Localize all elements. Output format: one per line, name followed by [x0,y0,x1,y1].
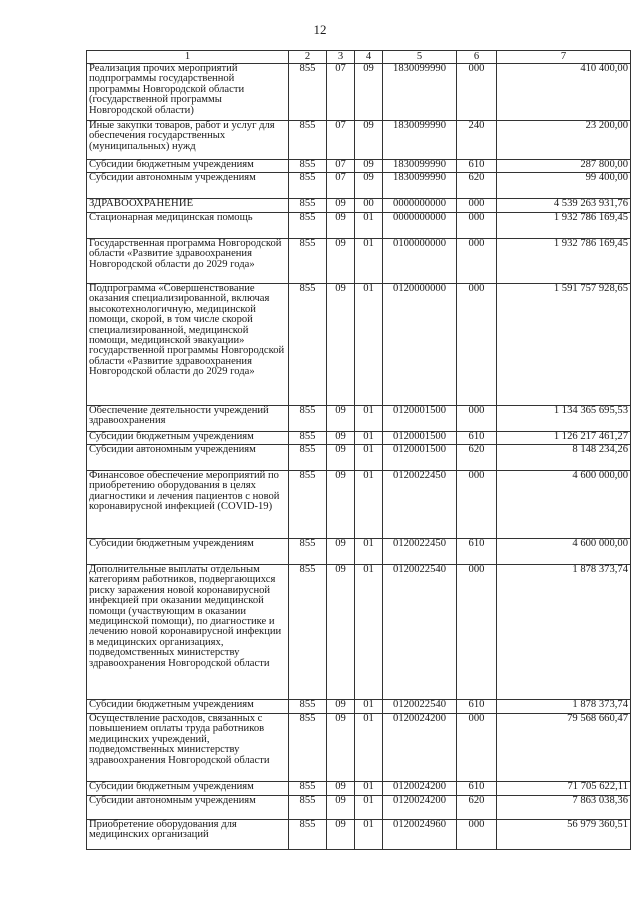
target-article-cell: 0000000000 [383,199,457,213]
column-number-3: 3 [327,51,355,64]
row-name-cell: Реализация прочих мероприятий подпрограммы государственной программы Новгородской области (государственной программы Новгородской области) [87,64,289,121]
target-article-cell: 0120000000 [383,284,457,406]
table-row [87,432,631,445]
target-article-cell: 0120001500 [383,432,457,445]
column-number-1: 1 [87,51,289,64]
expense-type-cell: 610 [457,539,497,565]
ministry-code-cell: 855 [289,121,327,160]
expense-type-cell: 620 [457,445,497,471]
ministry-code-cell: 855 [289,714,327,782]
expense-type-cell: 000 [457,714,497,782]
table-row [87,539,631,565]
table-row [87,820,631,850]
amount-cell: 4 539 263 931,76 [497,199,631,213]
amount-cell: 410 400,00 [497,64,631,121]
section-code-cell: 07 [327,64,355,121]
subsection-code-cell: 01 [355,782,383,796]
subsection-code-cell: 01 [355,445,383,471]
column-number-7: 7 [497,51,631,64]
section-code-cell: 09 [327,284,355,406]
subsection-code-cell: 01 [355,471,383,539]
subsection-code-cell: 01 [355,714,383,782]
section-code-cell: 07 [327,160,355,173]
subsection-code-cell: 01 [355,213,383,239]
ministry-code-cell: 855 [289,213,327,239]
section-code-cell: 09 [327,445,355,471]
table-row [87,173,631,199]
target-article-cell: 0120022450 [383,471,457,539]
ministry-code-cell: 855 [289,796,327,820]
row-name-cell: Подпрограмма «Совершенствование оказания специализированной, включая высокотехнологичную, медицинской помощи, скорой, в том числе скорой специализированной, медицинской помощи, медицинской эвакуации» государственной программы Новгородской области «Развитие здравоохранения Новгородской области до 2029 года» [87,284,289,406]
expense-type-cell: 000 [457,471,497,539]
ministry-code-cell: 855 [289,199,327,213]
amount-cell: 8 148 234,26 [497,445,631,471]
section-code-cell: 09 [327,199,355,213]
column-number-4: 4 [355,51,383,64]
target-article-cell: 0120022540 [383,700,457,714]
target-article-cell: 1830099990 [383,121,457,160]
amount-cell: 23 200,00 [497,121,631,160]
table-row [87,796,631,820]
amount-cell: 1 134 365 695,53 [497,406,631,432]
expense-type-cell: 240 [457,121,497,160]
amount-cell: 4 600 000,00 [497,539,631,565]
subsection-code-cell: 09 [355,173,383,199]
subsection-code-cell: 00 [355,199,383,213]
ministry-code-cell: 855 [289,406,327,432]
table-row [87,700,631,714]
ministry-code-cell: 855 [289,539,327,565]
subsection-code-cell: 01 [355,539,383,565]
expense-type-cell: 000 [457,565,497,700]
table-row [87,782,631,796]
target-article-cell: 0120022540 [383,565,457,700]
row-name-cell: Иные закупки товаров, работ и услуг для обеспечения государственных (муниципальных) нужд [87,121,289,160]
ministry-code-cell: 855 [289,284,327,406]
table-row [87,714,631,782]
table-row [87,160,631,173]
section-code-cell: 07 [327,121,355,160]
expense-type-cell: 000 [457,199,497,213]
ministry-code-cell: 855 [289,820,327,850]
subsection-code-cell: 01 [355,432,383,445]
section-code-cell: 09 [327,471,355,539]
table-row [87,445,631,471]
row-name-cell: Финансовое обеспечение мероприятий по приобретению оборудования в целях диагностики и лечения пациентов с новой коронавирусной инфекцией (COVID-19) [87,471,289,539]
expense-type-cell: 000 [457,406,497,432]
subsection-code-cell: 01 [355,700,383,714]
column-number-row [87,51,631,64]
amount-cell: 79 568 660,47 [497,714,631,782]
table-row [87,199,631,213]
row-name-cell: Субсидии бюджетным учреждениям [87,782,289,796]
row-name-cell: Субсидии бюджетным учреждениям [87,432,289,445]
table-row [87,213,631,239]
expense-type-cell: 620 [457,173,497,199]
subsection-code-cell: 01 [355,820,383,850]
ministry-code-cell: 855 [289,432,327,445]
row-name-cell: Субсидии автономным учреждениям [87,173,289,199]
row-name-cell: Приобретение оборудования для медицинских организаций [87,820,289,850]
expense-type-cell: 610 [457,160,497,173]
table-row [87,239,631,284]
expense-type-cell: 610 [457,782,497,796]
row-name-cell: Государственная программа Новгородской области «Развитие здравоохранения Новгородской области до 2029 года» [87,239,289,284]
budget-table [86,50,631,850]
target-article-cell: 0000000000 [383,213,457,239]
amount-cell: 1 932 786 169,45 [497,213,631,239]
row-name-cell: Дополнительные выплаты отдельным категориям работников, подвергающихся риску заражения новой коронавирусной инфекцией при оказании медицинской помощи (участвующим в оказании медицинской помощи), по диагностике и лечению новой коронавирусной инфекции в медицинских организациях, подведомственных министерству здравоохранения Новгородской области [87,565,289,700]
table-body [87,64,631,850]
target-article-cell: 0100000000 [383,239,457,284]
ministry-code-cell: 855 [289,565,327,700]
target-article-cell: 0120024960 [383,820,457,850]
section-code-cell: 09 [327,565,355,700]
amount-cell: 71 705 622,11 [497,782,631,796]
row-name-cell: Субсидии бюджетным учреждениям [87,539,289,565]
ministry-code-cell: 855 [289,173,327,199]
subsection-code-cell: 01 [355,565,383,700]
expense-type-cell: 000 [457,239,497,284]
subsection-code-cell: 09 [355,160,383,173]
table-row [87,121,631,160]
table-row [87,64,631,121]
row-name-cell: Стационарная медицинская помощь [87,213,289,239]
row-name-cell: ЗДРАВООХРАНЕНИЕ [87,199,289,213]
table-row [87,471,631,539]
target-article-cell: 0120022450 [383,539,457,565]
ministry-code-cell: 855 [289,445,327,471]
expense-type-cell: 000 [457,284,497,406]
ministry-code-cell: 855 [289,64,327,121]
ministry-code-cell: 855 [289,471,327,539]
section-code-cell: 07 [327,173,355,199]
ministry-code-cell: 855 [289,700,327,714]
row-name-cell: Обеспечение деятельности учреждений здравоохранения [87,406,289,432]
row-name-cell: Субсидии автономным учреждениям [87,445,289,471]
table-row [87,406,631,432]
ministry-code-cell: 855 [289,160,327,173]
table-row [87,284,631,406]
section-code-cell: 09 [327,782,355,796]
amount-cell: 1 878 373,74 [497,700,631,714]
page-number: 12 [313,22,327,37]
amount-cell: 7 863 038,36 [497,796,631,820]
amount-cell: 1 932 786 169,45 [497,239,631,284]
target-article-cell: 0120001500 [383,406,457,432]
subsection-code-cell: 01 [355,284,383,406]
target-article-cell: 1830099990 [383,173,457,199]
target-article-cell: 0120024200 [383,796,457,820]
amount-cell: 4 600 000,00 [497,471,631,539]
row-name-cell: Субсидии бюджетным учреждениям [87,700,289,714]
expense-type-cell: 000 [457,64,497,121]
target-article-cell: 1830099990 [383,160,457,173]
expense-type-cell: 000 [457,213,497,239]
amount-cell: 287 800,00 [497,160,631,173]
section-code-cell: 09 [327,539,355,565]
expense-type-cell: 610 [457,700,497,714]
row-name-cell: Субсидии бюджетным учреждениям [87,160,289,173]
amount-cell: 99 400,00 [497,173,631,199]
subsection-code-cell: 01 [355,239,383,284]
subsection-code-cell: 09 [355,121,383,160]
expense-type-cell: 000 [457,820,497,850]
amount-cell: 1 126 217 461,27 [497,432,631,445]
subsection-code-cell: 01 [355,796,383,820]
expense-type-cell: 620 [457,796,497,820]
amount-cell: 1 591 757 928,65 [497,284,631,406]
section-code-cell: 09 [327,700,355,714]
subsection-code-cell: 01 [355,406,383,432]
section-code-cell: 09 [327,796,355,820]
row-name-cell: Осуществление расходов, связанных с повышением оплаты труда работников медицинских учреждений, подведомственных министерству здравоохранения Новгородской области [87,714,289,782]
section-code-cell: 09 [327,820,355,850]
target-article-cell: 1830099990 [383,64,457,121]
ministry-code-cell: 855 [289,239,327,284]
target-article-cell: 0120024200 [383,782,457,796]
section-code-cell: 09 [327,432,355,445]
section-code-cell: 09 [327,239,355,284]
table-row [87,565,631,700]
ministry-code-cell: 855 [289,782,327,796]
amount-cell: 56 979 360,51 [497,820,631,850]
section-code-cell: 09 [327,406,355,432]
column-number-6: 6 [457,51,497,64]
target-article-cell: 0120024200 [383,714,457,782]
column-number-2: 2 [289,51,327,64]
section-code-cell: 09 [327,213,355,239]
target-article-cell: 0120001500 [383,445,457,471]
expense-type-cell: 610 [457,432,497,445]
amount-cell: 1 878 373,74 [497,565,631,700]
subsection-code-cell: 09 [355,64,383,121]
section-code-cell: 09 [327,714,355,782]
column-number-5: 5 [383,51,457,64]
row-name-cell: Субсидии автономным учреждениям [87,796,289,820]
